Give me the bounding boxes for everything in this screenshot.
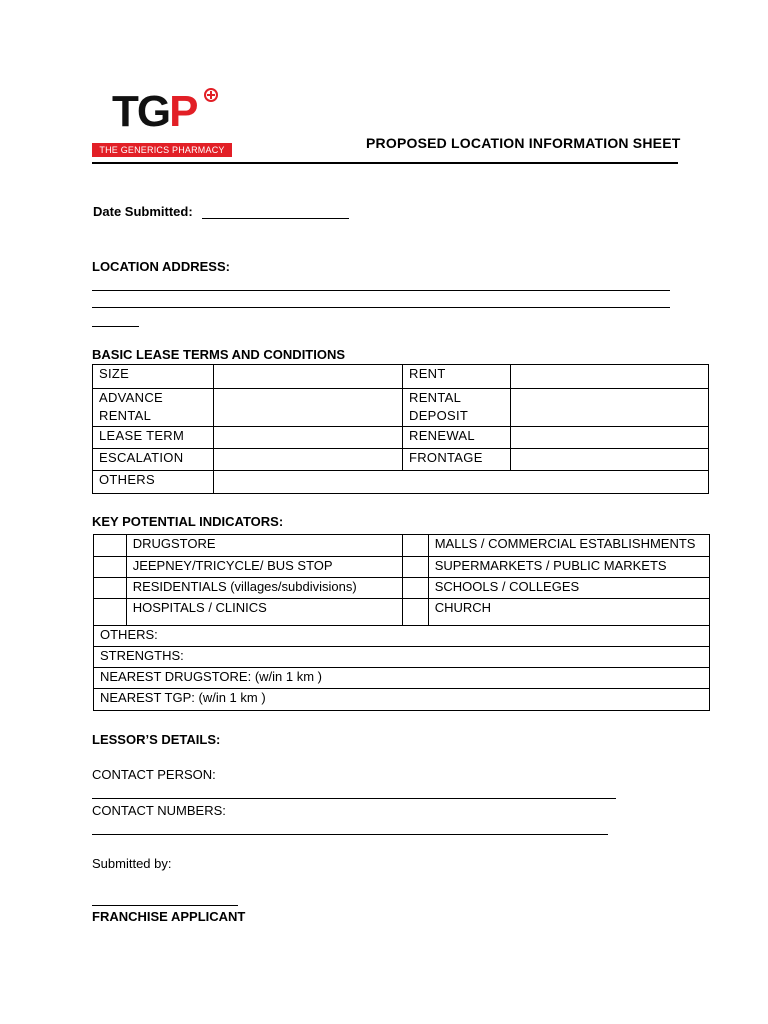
location-address-label: LOCATION ADDRESS: [92,259,230,274]
franchise-applicant-label: FRANCHISE APPLICANT [92,909,246,924]
indicator-full-row [94,626,710,647]
location-address-line-2[interactable] [92,307,670,308]
location-address-line-1[interactable] [92,290,670,291]
title-underline [92,162,678,164]
indicator-checkbox-hospitals[interactable] [94,599,127,626]
indicator-row [94,578,710,599]
indicator-full-row [94,689,710,711]
lease-label-size: SIZE [93,365,214,389]
date-submitted-field[interactable] [202,218,349,219]
indicator-full-row [94,668,710,689]
indicator-checkbox-drugstore[interactable] [94,535,127,557]
indicators-table [93,534,710,711]
tgp-logo [92,86,232,158]
logo-text-black: TG [112,87,170,136]
logo-tagline: THE GENERICS PHARMACY [92,143,232,157]
indicator-label-schools: SCHOOLS / COLLEGES [428,578,709,599]
indicator-checkbox-church[interactable] [402,599,428,626]
indicator-label-church: CHURCH [428,599,709,626]
indicator-nearest-drugstore[interactable]: NEAREST DRUGSTORE: (w/in 1 km ) [94,668,710,689]
indicator-label-malls: MALLS / COMMERCIAL ESTABLISHMENTS [428,535,709,557]
lease-label-others: OTHERS [93,471,214,494]
contact-person-label: CONTACT PERSON: [92,767,216,782]
lease-label-frontage: FRONTAGE [403,449,511,471]
location-address-line-3[interactable] [92,326,139,327]
lease-terms-table [92,364,709,494]
contact-numbers-field[interactable] [92,834,608,835]
lease-value-escalation[interactable] [214,449,403,471]
lease-value-frontage[interactable] [511,449,709,471]
lease-label-rent: RENT [403,365,511,389]
indicators-heading: KEY POTENTIAL INDICATORS: [92,514,284,529]
indicator-checkbox-malls[interactable] [402,535,428,557]
lease-label-lease-term: LEASE TERM [93,427,214,449]
indicator-strengths[interactable]: STRENGTHS: [94,647,710,668]
indicator-label-jeepney: JEEPNEY/TRICYCLE/ BUS STOP [126,557,402,578]
signature-line[interactable] [92,905,238,906]
lessor-details-heading: LESSOR’S DETAILS: [92,732,221,747]
contact-numbers-label: CONTACT NUMBERS: [92,803,226,818]
indicator-row [94,557,710,578]
indicator-others[interactable]: OTHERS: [94,626,710,647]
logo-plus-icon [204,88,218,102]
indicator-label-drugstore: DRUGSTORE [126,535,402,557]
indicator-checkbox-supermarkets[interactable] [402,557,428,578]
lease-label-renewal: RENEWAL [403,427,511,449]
lease-row [93,449,709,471]
lease-value-rental-deposit[interactable] [511,389,709,427]
lease-value-advance-rental[interactable] [214,389,403,427]
document-title: PROPOSED LOCATION INFORMATION SHEET [366,135,681,151]
indicator-label-residentials: RESIDENTIALS (villages/subdivisions) [126,578,402,599]
lease-value-renewal[interactable] [511,427,709,449]
lease-row [93,365,709,389]
lease-value-others[interactable] [214,471,709,494]
lease-value-size[interactable] [214,365,403,389]
lease-label-escalation: ESCALATION [93,449,214,471]
indicator-checkbox-jeepney[interactable] [94,557,127,578]
date-submitted-label: Date Submitted: [93,204,193,219]
lease-value-lease-term[interactable] [214,427,403,449]
lease-label-rental-deposit: RENTAL DEPOSIT [403,389,511,427]
indicator-checkbox-residentials[interactable] [94,578,127,599]
indicator-checkbox-schools[interactable] [402,578,428,599]
contact-person-field[interactable] [92,798,616,799]
lease-terms-heading: BASIC LEASE TERMS AND CONDITIONS [92,347,346,362]
logo-text-red: P [169,87,197,136]
indicator-label-supermarkets: SUPERMARKETS / PUBLIC MARKETS [428,557,709,578]
lease-row [93,389,709,427]
lease-row [93,471,709,494]
indicator-row [94,599,710,626]
lease-row [93,427,709,449]
lease-label-advance-rental: ADVANCE RENTAL [93,389,214,427]
indicator-row [94,535,710,557]
indicator-full-row [94,647,710,668]
lease-value-rent[interactable] [511,365,709,389]
submitted-by-label: Submitted by: [92,856,172,871]
indicator-label-hospitals: HOSPITALS / CLINICS [126,599,402,626]
indicator-nearest-tgp[interactable]: NEAREST TGP: (w/in 1 km ) [94,689,710,711]
